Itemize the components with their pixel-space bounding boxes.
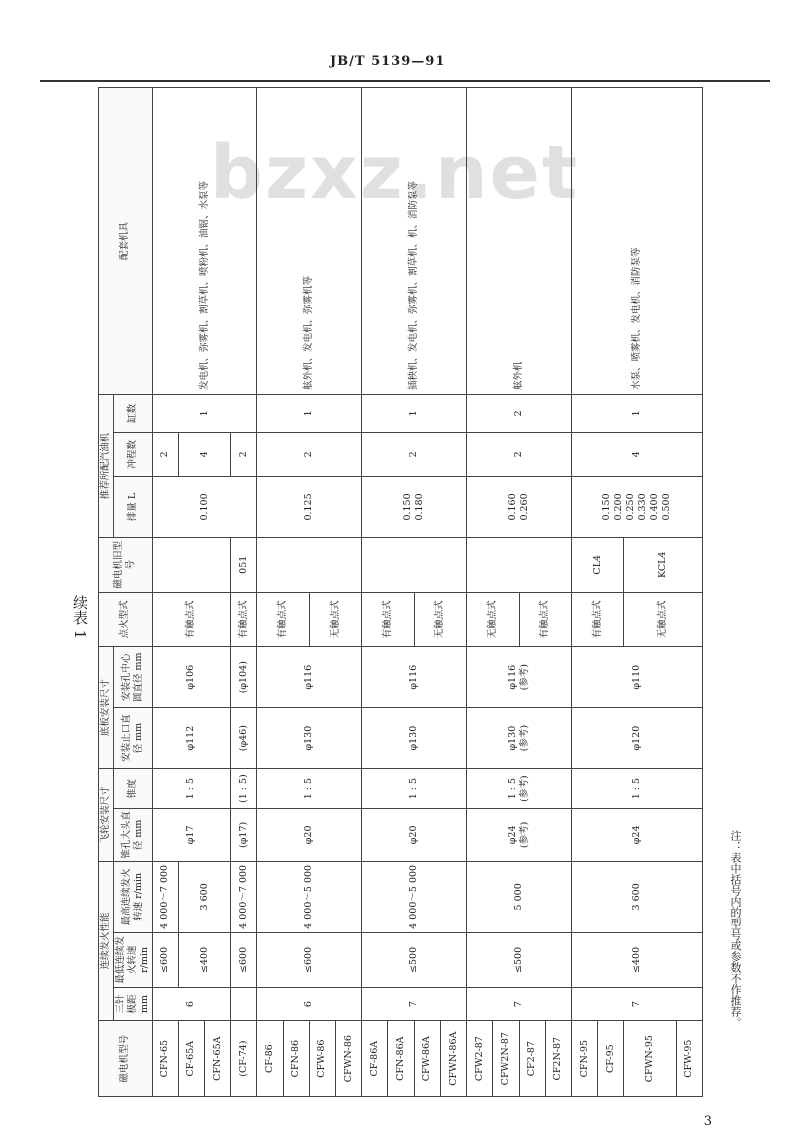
ignition-cell: 有触点式 xyxy=(362,592,414,647)
ignition-cell: 无触点式 xyxy=(414,592,466,647)
cylinders-cell: 1 xyxy=(572,394,703,432)
hole-cell: φ116 xyxy=(257,647,362,708)
displacement-cell: 0.125 xyxy=(257,476,362,537)
ignition-cell: 无触点式 xyxy=(309,592,361,647)
displacement-cell: 0.150 0.200 0.250 0.330 0.400 0.500 xyxy=(572,476,703,537)
cylinders-cell: 1 xyxy=(152,394,257,432)
equipment-cell: 水泵、喷雾机、发电机、消防泵等 xyxy=(572,88,703,395)
table-note: 注：表中括号内的型号或参数不作推荐。 xyxy=(729,830,742,1028)
max-speed-cell: 3 600 xyxy=(572,861,703,932)
spigot-cell: φ120 xyxy=(572,708,703,769)
taper-cell: 1 : 5 xyxy=(362,769,467,809)
old-model-cell xyxy=(467,537,572,592)
hole-cell: φ116 (参考) xyxy=(467,647,572,708)
taper-cell: 1 : 5 xyxy=(152,769,231,809)
hdr-cone-dia: 锥孔大头直径 mm xyxy=(113,809,152,862)
taper-cell: (1 : 5) xyxy=(231,769,257,809)
stroke-cell: 4 xyxy=(572,432,703,476)
old-model-cell: KCL4 xyxy=(624,537,703,592)
old-model-cell: CL4 xyxy=(572,537,624,592)
model-cell: CF-65A xyxy=(178,1021,204,1097)
ignition-cell: 有触点式 xyxy=(231,592,257,647)
hdr-taper: 锥度 xyxy=(113,769,152,809)
stroke-cell: 4 xyxy=(178,432,230,476)
spec-table xyxy=(98,87,703,1097)
min-speed-cell: ≤500 xyxy=(467,933,572,988)
cone-cell: (φ17) xyxy=(231,809,257,862)
min-speed-cell: ≤400 xyxy=(178,933,230,988)
hole-cell: φ106 xyxy=(152,647,231,708)
hole-cell: φ110 xyxy=(572,647,703,708)
ignition-cell: 有触点式 xyxy=(519,592,571,647)
hdr-base: 底板安装尺寸 xyxy=(99,647,114,769)
max-speed-cell: 4 000～5 000 xyxy=(257,861,362,932)
cone-cell: φ24 (参考) xyxy=(467,809,572,862)
gap-cell: 6 xyxy=(152,987,231,1021)
hole-cell: (φ104) xyxy=(231,647,257,708)
spigot-cell: φ130 xyxy=(257,708,362,769)
hole-cell: φ116 xyxy=(362,647,467,708)
min-speed-cell: ≤600 xyxy=(231,933,257,988)
old-model-cell xyxy=(257,537,362,592)
hdr-hole-circle: 安装孔中心圆直径 mm xyxy=(113,647,152,708)
model-cell: CF-95 xyxy=(598,1021,624,1097)
stroke-cell: 2 xyxy=(257,432,362,476)
hdr-model: 磁电机型号 xyxy=(99,1021,153,1097)
model-cell: CFN-65A xyxy=(204,1021,230,1097)
model-cell: CF-86 xyxy=(257,1021,283,1097)
max-speed-cell: 4 000～7 000 xyxy=(231,861,257,932)
model-cell: CF2-87 xyxy=(519,1021,545,1097)
gap-cell: 7 xyxy=(467,987,572,1021)
stroke-cell: 2 xyxy=(231,432,257,476)
hdr-displacement: 排量 L xyxy=(113,476,152,537)
taper-cell: 1 : 5 xyxy=(572,769,703,809)
taper-cell: 1 : 5 xyxy=(257,769,362,809)
spigot-cell: (φ46) xyxy=(231,708,257,769)
ignition-cell: 无触点式 xyxy=(467,592,519,647)
old-model-cell xyxy=(152,537,231,592)
equipment-cell: 发电机、弥雾机、割草机、喷粉机、油锯、水泵等 xyxy=(152,88,257,395)
displacement-cell: 0.160 0.260 xyxy=(467,476,572,537)
displacement-cell: 0.150 0.180 xyxy=(362,476,467,537)
min-speed-cell: ≤600 xyxy=(257,933,362,988)
hdr-stroke: 冲程数 xyxy=(113,432,152,476)
table-row xyxy=(152,88,178,1097)
hdr-engine: 推荐所配汽油机 xyxy=(99,394,114,537)
ignition-cell: 有触点式 xyxy=(152,592,231,647)
model-cell: CFW2-87 xyxy=(467,1021,493,1097)
model-cell: CFN-95 xyxy=(572,1021,598,1097)
displacement-cell: 0.100 xyxy=(152,476,257,537)
cylinders-cell: 1 xyxy=(362,394,467,432)
max-speed-cell: 4 000～7 000 xyxy=(152,861,178,932)
model-cell: CFN-86A xyxy=(388,1021,414,1097)
hdr-continuous: 连续发火性能 xyxy=(99,861,114,1021)
table-row xyxy=(467,88,493,1097)
max-speed-cell: 4 000～5 000 xyxy=(362,861,467,932)
equipment-cell: 舷外机 xyxy=(467,88,572,395)
min-speed-cell: ≤600 xyxy=(152,933,178,988)
stroke-cell: 2 xyxy=(467,432,572,476)
max-speed-cell: 3 600 xyxy=(178,861,230,932)
hdr-cylinders: 缸数 xyxy=(113,394,152,432)
equipment-cell: 插秧机、发电机、弥雾机、割草机、机、消防泵等 xyxy=(362,88,467,395)
table-row xyxy=(257,88,283,1097)
spigot-cell: φ130 (参考) xyxy=(467,708,572,769)
cone-cell: φ20 xyxy=(257,809,362,862)
cylinders-cell: 1 xyxy=(257,394,362,432)
watermark: bzxz.net xyxy=(210,130,580,216)
gap-cell: 7 xyxy=(572,987,703,1021)
ignition-cell: 无触点式 xyxy=(624,592,703,647)
old-model-cell xyxy=(362,537,467,592)
gap-cell: 6 xyxy=(257,987,362,1021)
table-row xyxy=(362,88,388,1097)
model-cell: CFWN-86 xyxy=(336,1021,362,1097)
cylinders-cell: 2 xyxy=(467,394,572,432)
taper-cell: 1 : 5 (参考) xyxy=(467,769,572,809)
gap-cell: 7 xyxy=(362,987,467,1021)
model-cell: CFN-86 xyxy=(283,1021,309,1097)
spec-table-container xyxy=(98,87,703,1097)
ignition-cell: 有触点式 xyxy=(257,592,309,647)
model-cell: CFWN-95 xyxy=(624,1021,676,1097)
spigot-cell: φ130 xyxy=(362,708,467,769)
model-cell: CFW-86A xyxy=(414,1021,440,1097)
hdr-max-speed: 最高连续发火转速 r/min xyxy=(113,861,152,932)
max-speed-cell: 5 000 xyxy=(467,861,572,932)
stroke-cell: 2 xyxy=(362,432,467,476)
header-row-1 xyxy=(99,88,114,1097)
model-cell: CFW-95 xyxy=(676,1021,702,1097)
cone-cell: φ24 xyxy=(572,809,703,862)
model-cell: (CF-74) xyxy=(231,1021,257,1097)
gap-cell xyxy=(231,987,257,1021)
standard-header: JB/T 5139—91 xyxy=(330,54,446,69)
equipment-cell: 舷外机、发电机、弥雾机等 xyxy=(257,88,362,395)
hdr-equipment: 配套机具 xyxy=(99,88,153,395)
table-caption: 续表 1 xyxy=(71,595,89,640)
model-cell: CFN-65 xyxy=(152,1021,178,1097)
page-number: 3 xyxy=(703,1114,712,1129)
hdr-min-speed: 最低连续发火转速 r/min xyxy=(113,933,152,988)
hdr-gap: 三针 极距 mm xyxy=(113,987,152,1021)
stroke-cell: 2 xyxy=(152,432,178,476)
header-rule xyxy=(40,80,770,82)
ignition-cell: 有触点式 xyxy=(572,592,624,647)
spigot-cell: φ112 xyxy=(152,708,231,769)
model-cell: CFW2N-87 xyxy=(493,1021,519,1097)
table-row xyxy=(572,88,598,1097)
hdr-flywheel: 飞轮安装尺寸 xyxy=(99,769,114,862)
min-speed-cell: ≤400 xyxy=(572,933,703,988)
model-cell: CFW-86 xyxy=(309,1021,335,1097)
hdr-old-model: 磁电机旧型号 xyxy=(99,537,153,592)
old-model-cell: 051 xyxy=(231,537,257,592)
min-speed-cell: ≤500 xyxy=(362,933,467,988)
model-cell: CFWN-86A xyxy=(440,1021,466,1097)
cone-cell: φ20 xyxy=(362,809,467,862)
hdr-spigot: 安装止口直径 mm xyxy=(113,708,152,769)
model-cell: CF2N-87 xyxy=(545,1021,571,1097)
hdr-ignition: 点火型式 xyxy=(99,592,153,647)
model-cell: CF-86A xyxy=(362,1021,388,1097)
cone-cell: φ17 xyxy=(152,809,231,862)
